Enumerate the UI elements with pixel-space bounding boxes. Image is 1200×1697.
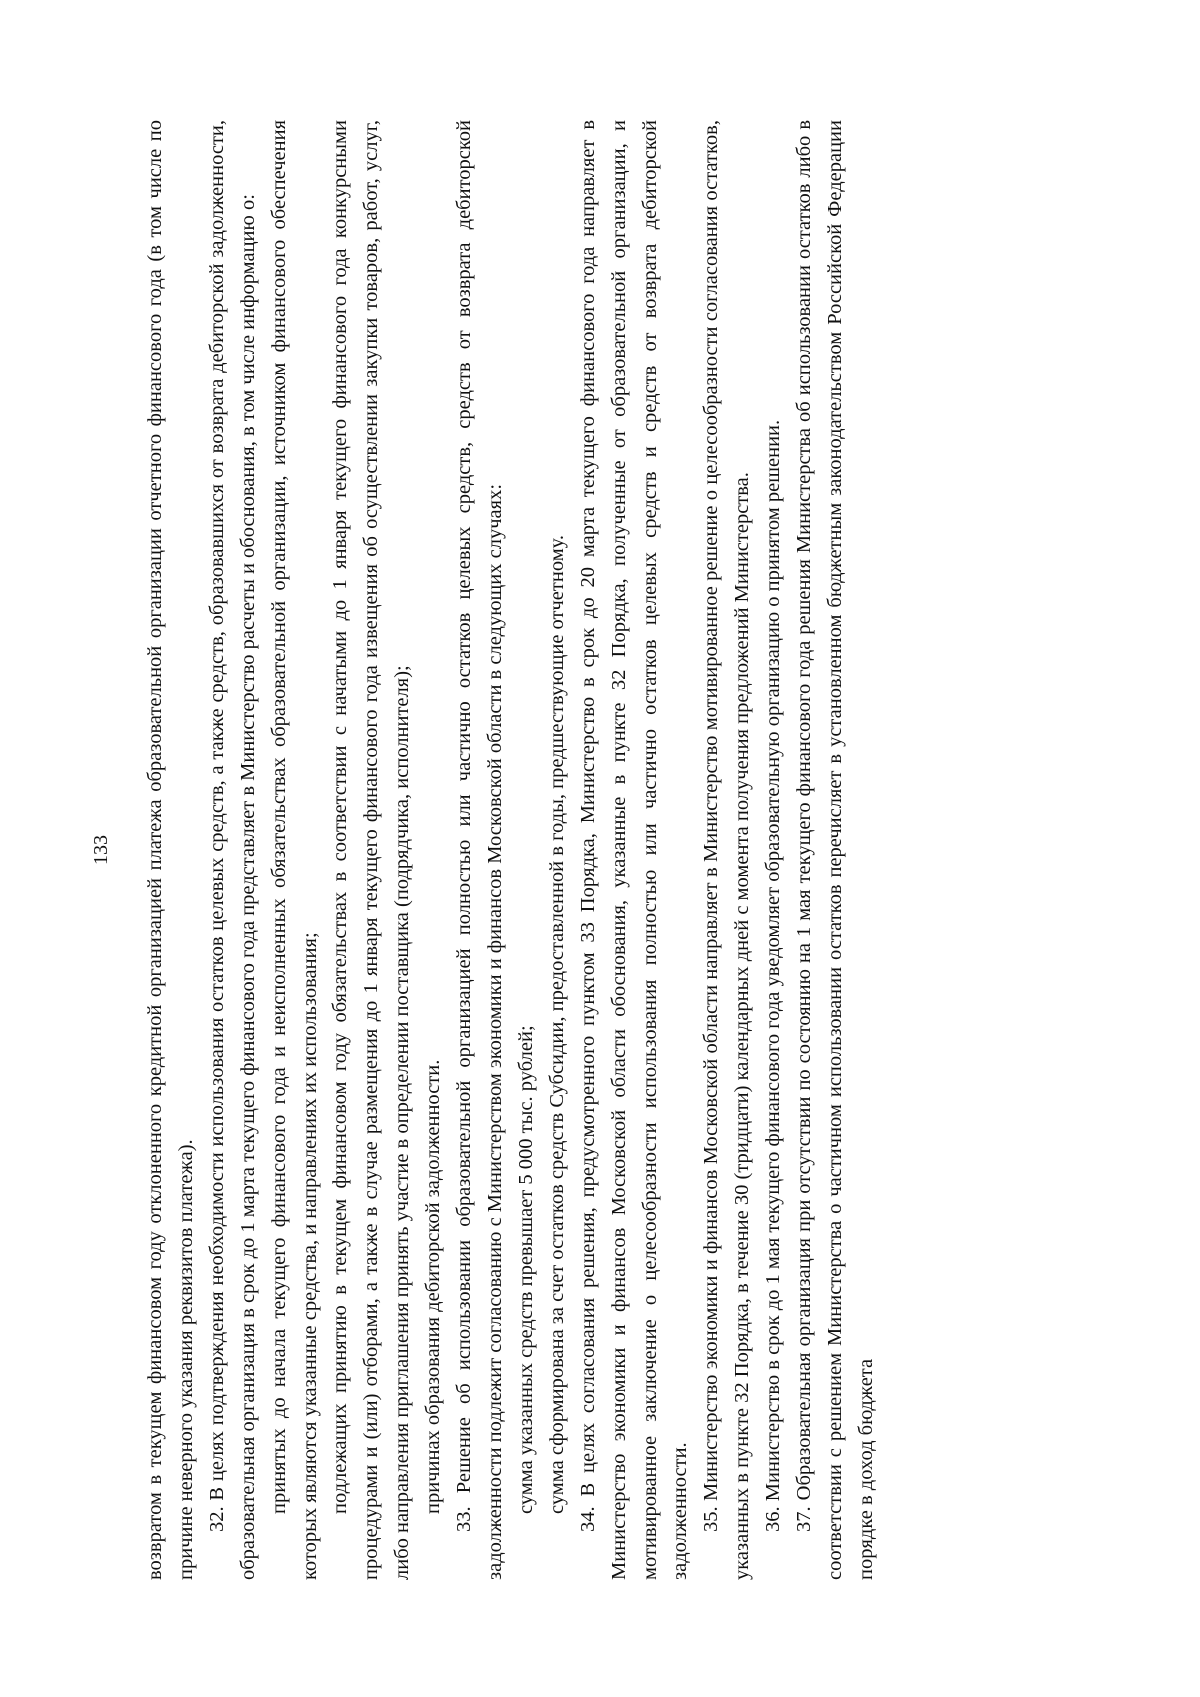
paragraph-35: 35. Министерство экономики и финансов Московской области направляет в Министерство мотивированное решение о целесообразности согласования остатков, указанных в пункте 32 Порядка, в течение 30 (тридцати) календарных дней с момента получения предложений Министерства. [700, 120, 754, 1580]
paragraph-36: 36. Министерство в срок до 1 мая текущего финансового года уведомляет образовательную организацию о принятом решении. [762, 419, 785, 1532]
paragraph-32-item-2: подлежащих принятию в текущем финансовом году обязательствах в соответствии с начатыми до 1 января текущего финансового года конкурсными процедурами и (или) отборами, а также в случае размещения до 1 января текущего финансового года извещения об осуществлении закупки товаров, работ, услуг, либо направления приглашения принять участие в определении поставщика (подрядчика, исполнителя); [329, 120, 414, 1580]
paragraph-32-item-3: причинах образования дебиторской задолженности. [422, 1059, 445, 1514]
document-page [90, 120, 1060, 1580]
paragraph-32: 32. В целях подтверждения необходимости использования остатков целевых средств, а также средств, образовавшихся от возврата дебиторской задолженности, образовательная организация в срок до 1 марта текущего финансового года представляет в Министерство расчеты и обоснования, в том числе информацию о: [205, 120, 259, 1580]
paragraph-33: 33. Решение об использовании образовательной организацией полностью или частично остатков целевых средств, средств от возврата дебиторской задолженности подлежит согласованию с Министерством экономики и финансов Московской области в следующих случаях: [453, 120, 506, 1580]
paragraph-34: 34. В целях согласования решения, предусмотренного пунктом 33 Порядка, Министерство в срок до 20 марта текущего финансового года направляет в Министерство экономики и финансов Московской области обоснования, указанные в пункте 32 Порядка, полученные от образовательной организации, и мотивированное заключение о целесообразности использования полностью или частично остатков целевых средств и средств от возврата дебиторской задолженности. [576, 120, 692, 1580]
page-number: 133 [90, 835, 112, 865]
paragraph-37: 37. Образовательная организация при отсутствии по состоянию на 1 мая текущего финансового года решения Министерства об использовании остатков либо в соответствии с решением Министерства о частичном использовании остатков перечисляет в установленном бюджетным законодательством Российской Федерации порядке в доход бюджета [793, 120, 877, 1580]
paragraph-continuation: возвратом в текущем финансовом году отклоненного кредитной организацией платежа образовательной организации отчетного финансового года (в том числе по причине неверного указания реквизитов платежа). [144, 120, 197, 1580]
document-body [140, 120, 882, 1580]
paragraph-33-item-1: сумма указанных средств превышает 5 000 тыс. рублей; [514, 1025, 537, 1514]
paragraph-32-item-1: принятых до начала текущего финансового года и неисполненных обязательствах образовательной организации, источником финансового обеспечения которых являются указанные средства, и направлениях их использования; [267, 120, 321, 1580]
paragraph-33-item-2: сумма сформирована за счет остатков средств Субсидии, предоставленной в годы, предшествующие отчетному. [545, 535, 568, 1514]
